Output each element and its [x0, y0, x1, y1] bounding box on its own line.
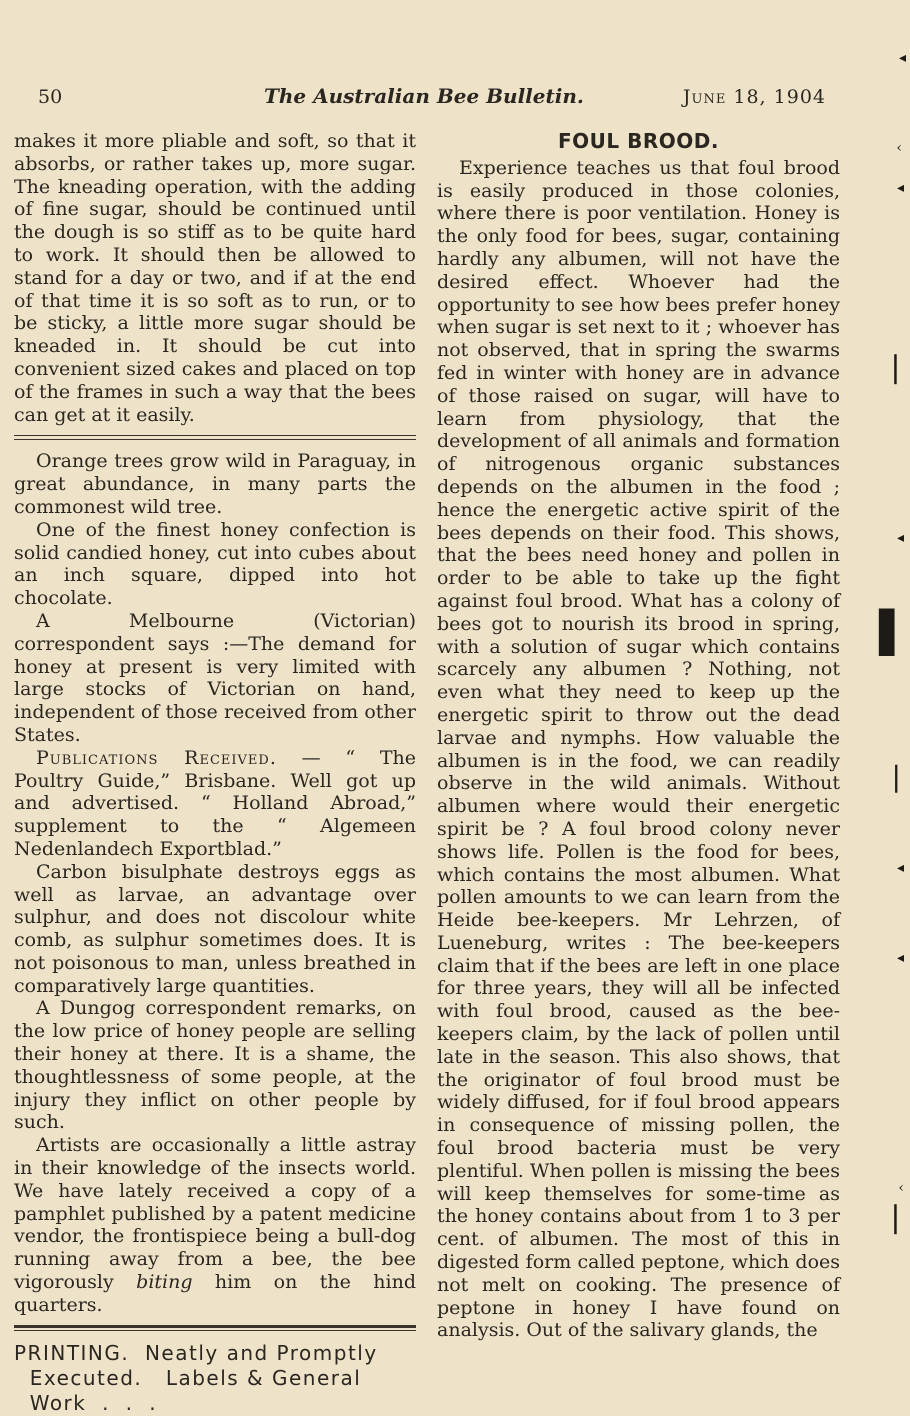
publications-label: Publications Received.: [36, 746, 277, 769]
edge-mark: ‹: [898, 1180, 904, 1196]
publications-text: — “ The Poultry Guide,” Brisbane. Well got up and advertised. “ Holland Abroad,” supplement to the “ Algemeen Nedenlandech Exportblad.”: [14, 746, 416, 860]
edge-mark: ◂: [896, 180, 904, 196]
paragraph-carbon-bisulphate: Carbon bisulphate destroys eggs as well as larvae, an advantage over sulphur, and does not discolour white comb, as sulphur sometimes does. It is not poisonous to man, unless breathed in comparatively large quantities.: [14, 860, 416, 997]
journal-title: The Australian Bee Bulletin.: [264, 84, 584, 108]
edge-mark: ▌: [879, 610, 910, 656]
edge-mark: ◂: [896, 860, 904, 876]
paragraph-candy-continued: makes it more pliable and soft, so that it absorbs, or rather takes up, more sugar. The kneading operation, with the adding of fine sugar, should be continued until the dough is so stiff as to be quite hard to work. It should then be allowed to stand for a day or two, and if at the end of that time it is so soft as to run, or to be sticky, a little more sugar should be kneaded in. It should be cut into convenient sized cakes and placed on top of the frames in such a way that the bees can get at it easily.: [14, 130, 416, 426]
right-column: [437, 130, 840, 1342]
page-number: 50: [38, 86, 63, 108]
issue-date: June 18, 1904: [682, 86, 826, 108]
edge-mark: ◂: [896, 530, 904, 546]
edge-mark: ◂: [896, 950, 904, 966]
italic-word: biting: [136, 1271, 193, 1294]
printing-advert: [14, 1341, 416, 1416]
article-body: Experience teaches us that foul brood is easily produced in those colonies, where there is poor ventilation. Honey is the only food for bees, sugar, containing hardly any albumen, will not have the desired effect. Whoever had the opportunity to see how bees prefer honey when sugar is set next to it ; whoever has not observed, that in spring the swarms fed in winter with honey are in advance of those raised on sugar, will have to learn from physiology, that the development of all animals and formation of nitrogenous organic substances depends on the albumen in the food ; hence the energetic active spirit of the bees depends on their food. This shows, that the bees need honey and pollen in order to be able to take up the fight against foul brood. What has a colony of bees got to nourish its brood in spring, with a solution of sugar which contains scarcely any albumen ? Nothing, not even what they need to keep up the energetic spirit to throw out the dead larvae and nymphs. How valuable the albumen is in the food, we can readily observe in the wild animals. Without albumen where would their energetic spirit be ? A foul brood colony never shows life. Pollen is the food for bees, which contains the most albumen. What pollen amounts to we can learn from the Heide bee-keepers. Mr Lehrzen, of Lueneburg, writes : The bee-keepers claim that if the bees are left in one place for three years, they will all be infected with foul brood, caused as the bee-keepers claim, by the lack of pollen until late in the season. This also shows, that the originator of foul brood must be widely diffused, for if foul brood appears in consequence of missing pollen, the foul brood bacteria must be very plentiful. When pollen is missing the bees will keep themselves for some-time as the honey contains about from 1 to 3 per cent. of albumen. The most of this in digested form called peptone, which does not melt on cooking. The presence of peptone in honey I have found on analysis. Out of the salivary glands, the: [437, 156, 840, 1342]
article-heading: FOUL BROOD.: [558, 129, 719, 153]
paragraph-orange-trees: Orange trees grow wild in Paraguay, in great abundance, in many parts the commonest wild tree.: [14, 450, 416, 518]
advert-line-2: Executed. Labels & General: [14, 1365, 362, 1390]
paragraph-artists: Artists are occasionally a little astray in their knowledge of the insects world. We have lately received a copy of a pamphlet published by a patent medicine vendor, the frontispiece being a bull-dog running away from a bee, the bee vigorously biting him on the hind quarters.: [14, 1134, 416, 1316]
paragraph-dungog: A Dungog correspondent remarks, on the low price of honey people are selling their honey at there. It is a shame, the thoughtlessness of some people, at the injury they inflict on other people by such.: [14, 997, 416, 1134]
left-column: [14, 130, 416, 1416]
advert-line-1: PRINTING. Neatly and Promptly: [14, 1340, 378, 1365]
edge-mark: ‹: [896, 140, 902, 156]
paragraph-melbourne: A Melbourne (Victorian) correspondent says :—The demand for honey at present is very limited with large stocks of Victorian on hand, independent of those received from other States.: [14, 609, 416, 746]
paragraph-publications: [14, 747, 416, 861]
edge-mark: ❘: [884, 760, 908, 793]
page-edge-marks: [880, 0, 910, 1380]
page-header: [14, 86, 826, 112]
section-divider: [14, 435, 416, 440]
paragraph-honey-confection: One of the finest honey confection is solid candied honey, cut into cubes about an inch square, dipped into hot chocolate.: [14, 518, 416, 610]
advert-line-3: Work . . .: [14, 1390, 158, 1415]
edge-mark: ❘: [882, 350, 908, 385]
advert-divider: [14, 1325, 416, 1331]
edge-mark: ◂: [898, 50, 906, 66]
edge-mark: ❘: [882, 1200, 908, 1235]
